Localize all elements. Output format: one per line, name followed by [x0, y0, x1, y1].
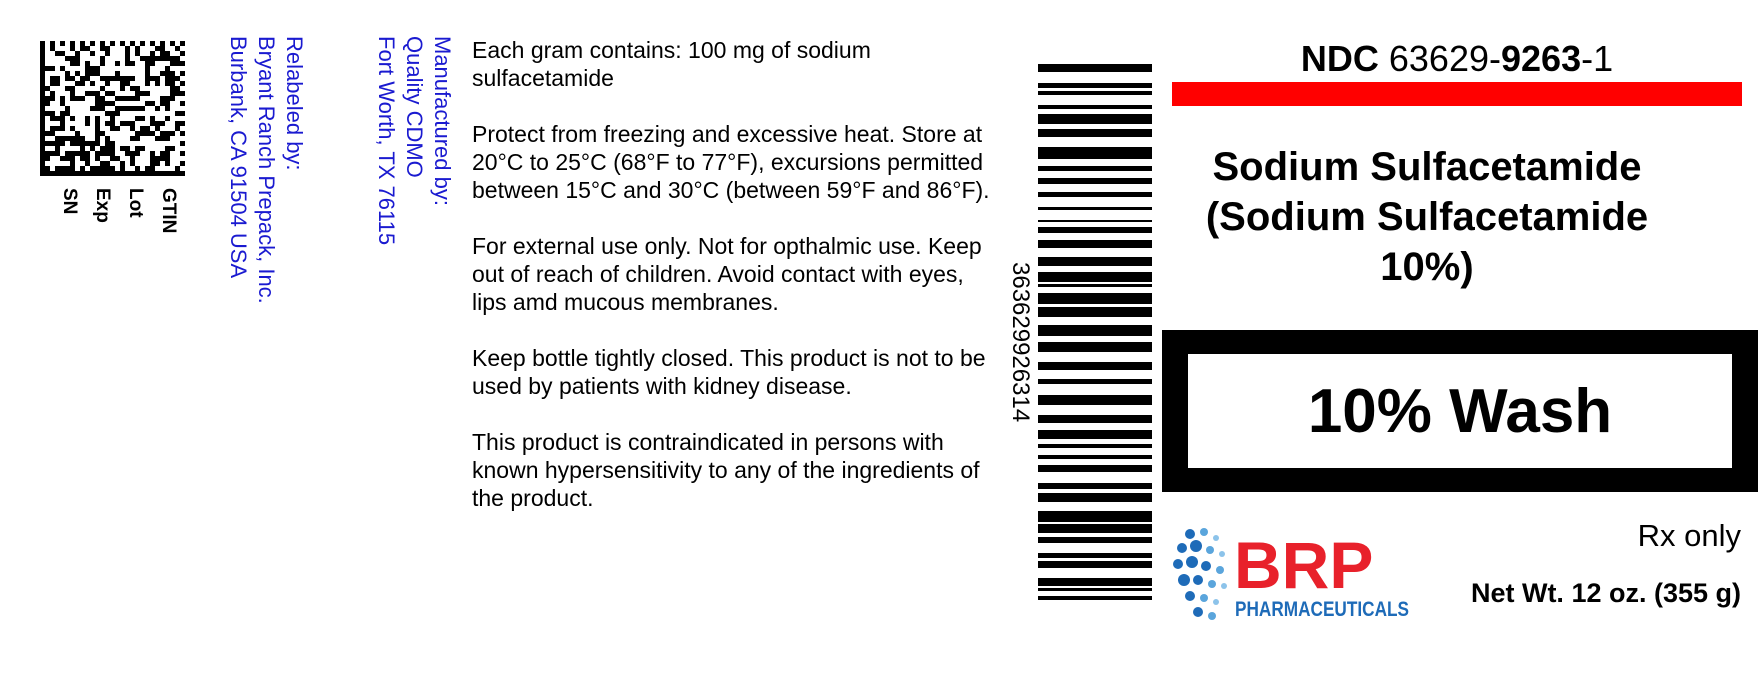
dosage-form-box — [1162, 330, 1758, 492]
relabeler-block — [224, 36, 308, 304]
manufacturer-line-3: Fort Worth, TX 76115 — [374, 36, 399, 246]
product-name-line-2: (Sodium Sulfacetamide — [1205, 195, 1649, 239]
ndc-product: 9263 — [1501, 38, 1582, 79]
product-name-line-1: Sodium Sulfacetamide — [1212, 145, 1642, 189]
storage-statement: Protect from freezing and excessive heat. Store at 20°C to 25°C (68°F to 77°F), excursions permitted between 15°C and 30°C (between 59°F and 86°F). — [472, 121, 990, 203]
ndc-labeler: 63629- — [1388, 38, 1501, 79]
net-weight: Net Wt. 12 oz. (355 g) — [1470, 578, 1741, 608]
relabeler-line-3: Burbank, CA 91504 USA — [226, 36, 251, 279]
manufacturer-line-2: Quality CDMO — [402, 36, 427, 178]
manufacturer-line-1: Manufactured by: — [430, 36, 455, 206]
molecule-dots-icon — [1173, 528, 1227, 620]
ndc-code — [1172, 36, 1742, 82]
red-stripe — [1172, 82, 1742, 106]
brand-subtitle: PHARMACEUTICALS — [1235, 598, 1409, 621]
handling-warning: Keep bottle tightly closed. This product is not to be used by patients with kidney disease. — [472, 345, 986, 399]
rx-only: Rx only — [1637, 518, 1741, 553]
manufacturer-block — [372, 36, 456, 245]
product-information — [472, 36, 992, 540]
lot-label: Lot — [125, 188, 146, 218]
matrix-labels — [53, 188, 185, 233]
data-matrix-code — [40, 40, 185, 177]
brp-logo — [1172, 524, 1412, 624]
product-name-line-3: 10%) — [1380, 245, 1474, 289]
relabeler-line-2: Bryant Ranch Prepack, Inc. — [254, 36, 279, 304]
exp-label: Exp — [92, 188, 113, 223]
usage-warning: For external use only. Not for opthalmic use. Keep out of reach of children. Avoid contact with eyes, lips amd mucous membranes. — [472, 233, 982, 315]
ndc-package: -1 — [1581, 38, 1614, 79]
relabeler-line-1: Relabeled by: — [282, 36, 307, 171]
ndc-prefix: NDC — [1300, 38, 1379, 79]
dosage-form-label: 10% Wash — [1188, 354, 1732, 468]
product-name — [1172, 142, 1682, 292]
brand-name: BRP — [1234, 528, 1374, 602]
barcode-number: 363629926314 — [1007, 262, 1034, 423]
upc-barcode — [1038, 64, 1152, 600]
ingredient-statement: Each gram contains: 100 mg of sodium sulfacetamide — [472, 37, 871, 91]
contraindication-statement: This product is contraindicated in persons with known hypersensitivity to any of the ingredients of the product. — [472, 429, 980, 511]
gtin-label: GTIN — [158, 188, 179, 234]
sn-label: SN — [59, 188, 80, 215]
